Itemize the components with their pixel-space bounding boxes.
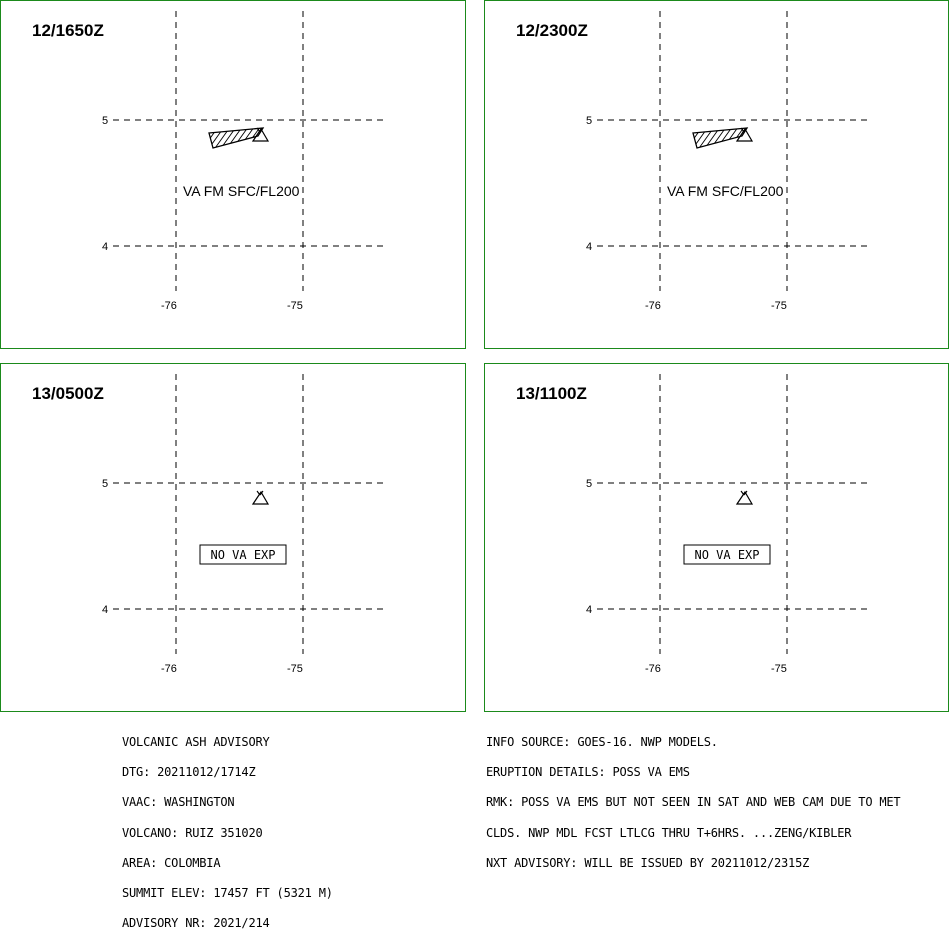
lat-tick-label: 5: [586, 478, 593, 490]
no-ash-label: NO VA EXP: [210, 548, 276, 562]
advisory-line: RMK: POSS VA EMS BUT NOT SEEN IN SAT AND WEB CAM DUE TO MET: [486, 795, 901, 810]
advisory-line: AREA: COLOMBIA: [122, 855, 221, 870]
ash-height-label: VA FM SFC/FL200: [667, 183, 784, 199]
lon-tick-label: -76: [645, 663, 661, 675]
ash-area-polygon: [141, 123, 317, 151]
map-panel: [484, 0, 949, 349]
map-panel: [484, 363, 949, 712]
panel-title: 12/1650Z: [32, 21, 104, 40]
lon-tick-label: -76: [161, 663, 177, 675]
map-panel: [0, 0, 466, 349]
lon-tick-label: -75: [287, 663, 303, 675]
lon-tick-label: -76: [161, 300, 177, 312]
volcano-symbol: [737, 491, 752, 504]
advisory-line: ERUPTION DETAILS: POSS VA EMS: [486, 765, 690, 780]
lat-tick-label: 4: [586, 604, 593, 616]
volcano-symbol: [253, 491, 268, 504]
lat-tick-label: 4: [586, 241, 593, 253]
lon-tick-label: -76: [645, 300, 661, 312]
lat-tick-label: 5: [102, 115, 109, 127]
advisory-text-right: [486, 717, 900, 878]
lon-tick-label: -75: [771, 663, 787, 675]
lat-tick-label: 5: [586, 115, 593, 127]
no-ash-expected-box: [200, 545, 286, 564]
no-ash-label: NO VA EXP: [694, 548, 760, 562]
advisory-text-left: [122, 717, 333, 938]
advisory-line: VOLCANO: RUIZ 351020: [122, 825, 263, 840]
lat-tick-label: 4: [102, 604, 109, 616]
ash-height-label: VA FM SFC/FL200: [183, 183, 300, 199]
lat-tick-label: 5: [102, 478, 109, 490]
ash-area-polygon: [625, 123, 801, 151]
advisory-line: VAAC: WASHINGTON: [122, 795, 235, 810]
advisory-line: INFO SOURCE: GOES-16. NWP MODELS.: [486, 735, 718, 749]
advisory-line: SUMMIT ELEV: 17457 FT (5321 M): [122, 885, 333, 900]
advisory-line: DTG: 20211012/1714Z: [122, 765, 256, 780]
map-panel: [0, 363, 466, 712]
lon-tick-label: -75: [287, 300, 303, 312]
advisory-line: CLDS. NWP MDL FCST LTLCG THRU T+6HRS. ...ZENG/KIBLER: [486, 825, 852, 840]
panel-title: 13/1100Z: [516, 384, 587, 403]
lat-tick-label: 4: [102, 241, 109, 253]
advisory-line: ADVISORY NR: 2021/214: [122, 916, 270, 931]
no-ash-expected-box: [684, 545, 770, 564]
panel-title: 13/0500Z: [32, 384, 104, 403]
advisory-line: VOLCANIC ASH ADVISORY: [122, 735, 270, 749]
lon-tick-label: -75: [771, 300, 787, 312]
advisory-line: NXT ADVISORY: WILL BE ISSUED BY 20211012/2315Z: [486, 855, 810, 870]
panel-title: 12/2300Z: [516, 21, 588, 40]
